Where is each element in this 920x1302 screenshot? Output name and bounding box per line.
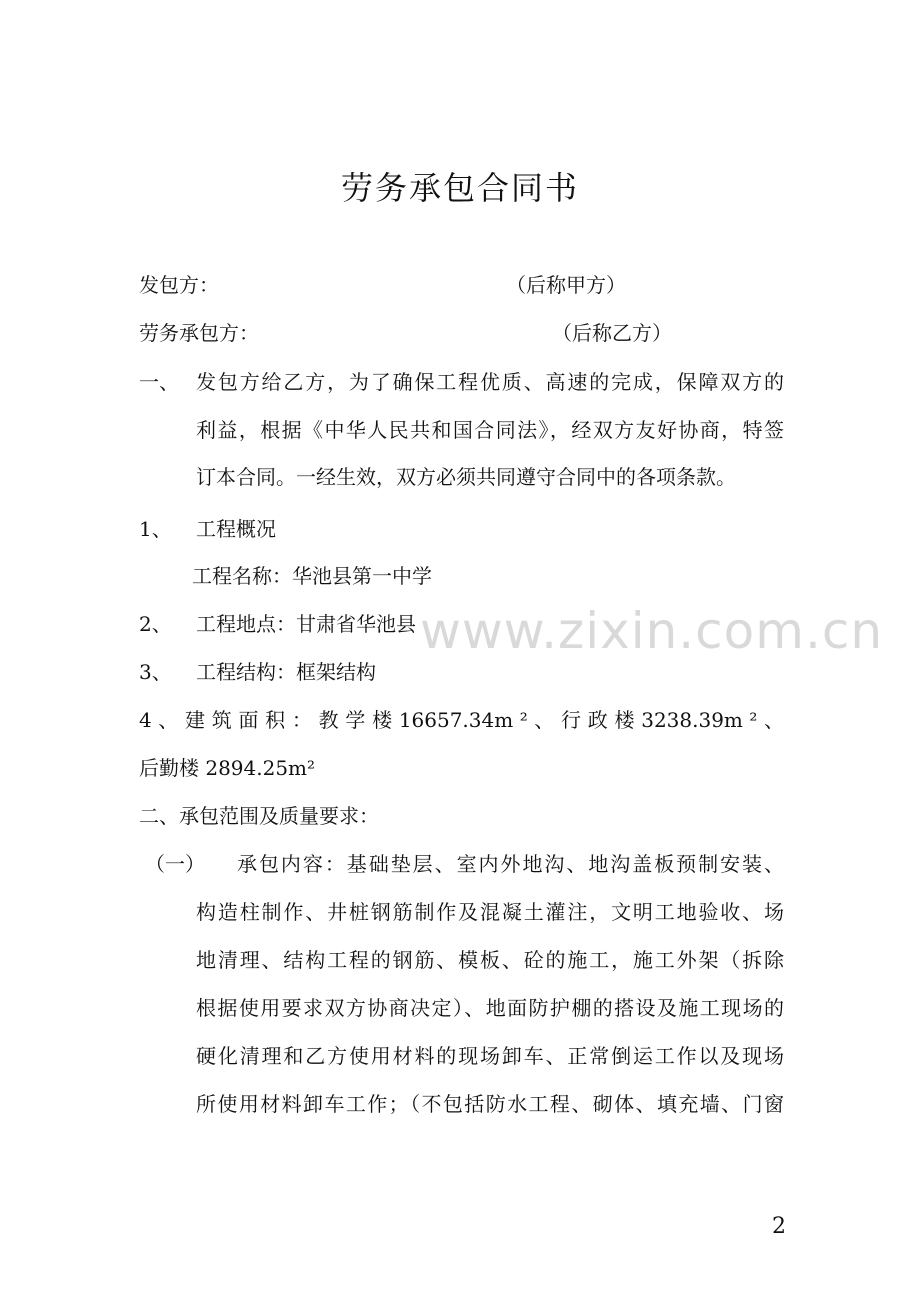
section2-line-text: 所使用材料卸车工作；（不包括防水工程、砌体、填充墙、门窗 [196,1092,784,1116]
section1-line [196,416,784,444]
document-title: 劳务承包合同书 [340,169,579,207]
section2-line-text: 地清理、结构工程的钢筋、模板、砼的施工，施工外架（拆除 [196,948,784,972]
area-line-text: 4 、 建 筑 面 积 ： 教 学 楼 16657.34m ² 、 行 政 楼 3238.39m ² 、 [139,708,784,732]
item-text: 工程地点：甘肃省华池县 [196,612,416,636]
section1-line-text: 发包方给乙方，为了确保工程优质、高速的完成，保障双方的 [196,370,784,394]
section2-line [196,994,784,1022]
item-marker: 3、 [139,660,172,684]
section1-line [196,368,784,396]
section2-line [196,1090,784,1118]
page-number: 2 [772,1214,786,1239]
area-line: 后勤楼 2894.25m² [139,756,316,780]
contractor-label: 劳务承包方： [139,321,259,345]
section1-line-text: 利益，根据《中华人民共和国合同法》，经双方友好协商，特签 [196,418,784,442]
section1-line: 订本合同。一经生效，双方必须共同遵守合同中的各项条款。 [196,465,736,489]
contractor-note: （后称乙方） [552,321,672,345]
item-text: 工程概况 [196,517,276,541]
section2-line [196,898,784,926]
section2-sub-marker: （一） [145,852,205,876]
employer-label: 发包方： [139,273,219,297]
section2-line [196,946,784,974]
item-text: 工程结构：框架结构 [196,660,376,684]
item-marker: 1、 [139,517,172,541]
item-text: 工程名称：华池县第一中学 [192,564,432,588]
area-line [139,706,784,734]
section2-line-text: 根据使用要求双方协商决定）、地面防护棚的搭设及施工现场的 [196,996,784,1020]
section2-line-text: 承包内容：基础垫层、室内外地沟、地沟盖板预制安装、 [237,852,784,876]
section2-line-text: 构造柱制作、井桩钢筋制作及混凝土灌注，文明工地验收、场 [196,900,784,924]
section1-marker: 一、 [139,370,179,394]
section2-line [196,1042,784,1070]
section2-heading: 二、承包范围及质量要求： [139,804,379,828]
item-marker: 2、 [139,612,172,636]
section2-line-text: 硬化清理和乙方使用材料的现场卸车、正常倒运工作以及现场 [196,1044,784,1068]
employer-note: （后称甲方） [506,273,626,297]
watermark: www.zixin.com.cn [420,602,884,660]
section2-line [237,850,784,878]
